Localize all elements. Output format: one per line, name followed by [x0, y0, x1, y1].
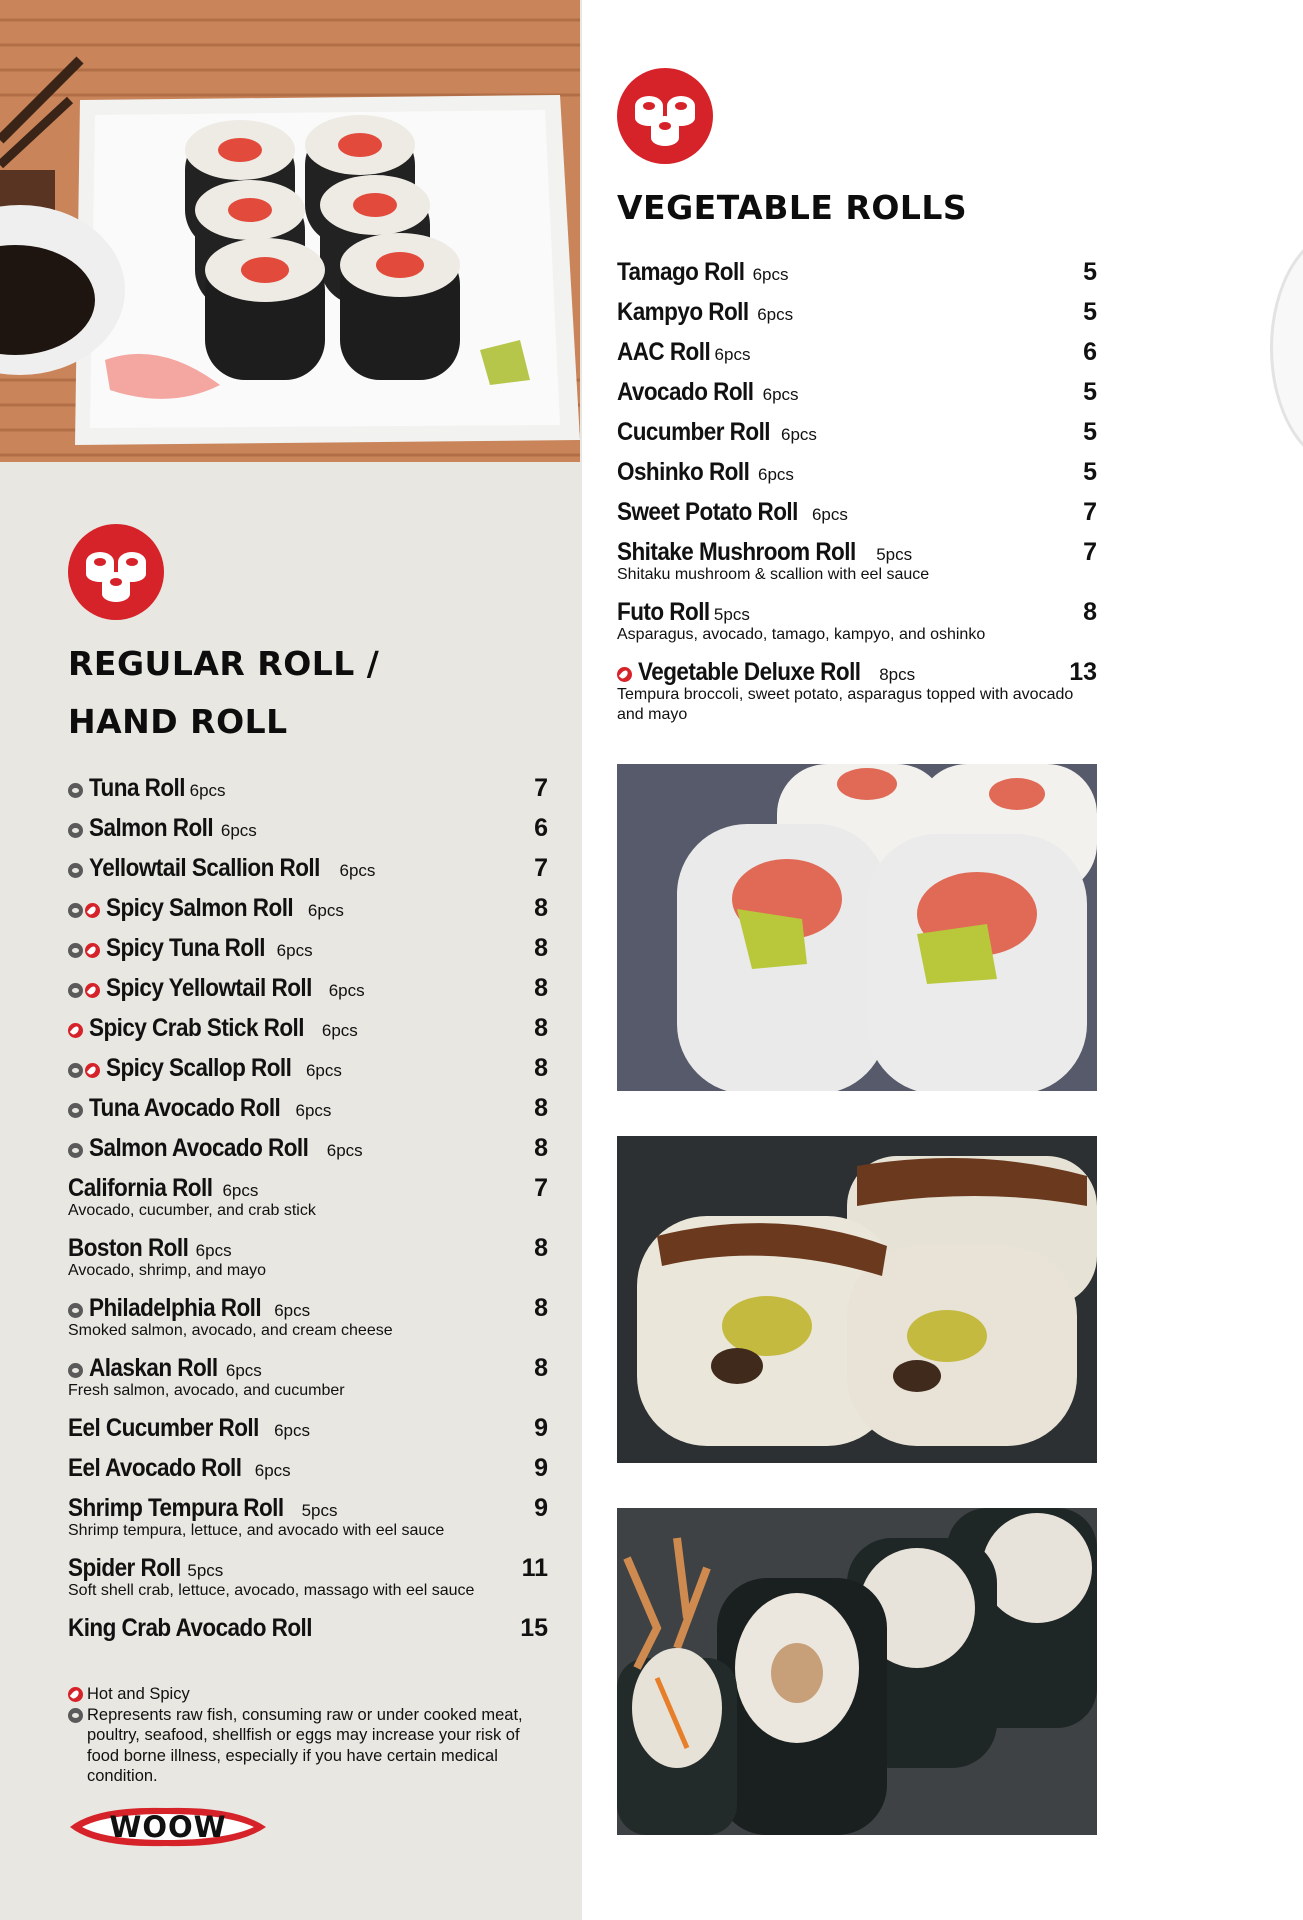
menu-item-description: Soft shell crab, lettuce, avocado, massago with eel sauce [68, 1582, 475, 1599]
menu-item-sweet-potato-roll [617, 498, 1097, 527]
menu-item-name: Tuna Roll [89, 774, 185, 802]
menu-item-price: 8 [534, 1014, 548, 1042]
menu-item-name: Alaskan Roll [89, 1354, 218, 1382]
menu-item-name: Boston Roll [68, 1234, 189, 1262]
menu-item-count: 6pcs [752, 265, 789, 284]
menu-item-description: Fresh salmon, avocado, and cucumber [68, 1382, 345, 1399]
menu-item-line [68, 1134, 548, 1163]
menu-item-title [68, 814, 257, 843]
menu-item-line [68, 1554, 548, 1583]
menu-item-name: Salmon Roll [89, 814, 214, 842]
menu-item-name: Spider Roll [68, 1554, 181, 1582]
menu-item-title [617, 418, 817, 447]
legend-spicy [68, 1684, 528, 1705]
tuna-maki-photo [0, 0, 580, 462]
menu-item-count: 6pcs [326, 1141, 363, 1160]
menu-item-title [68, 1234, 232, 1263]
menu-item-name: Shitake Mushroom Roll [617, 538, 856, 566]
menu-item-line [68, 814, 548, 843]
menu-item-price: 5 [1083, 258, 1097, 286]
menu-item-line [617, 538, 1097, 567]
menu-item-name: Oshinko Roll [617, 458, 750, 486]
menu-item-philadelphia-roll [68, 1294, 548, 1341]
menu-item-line [68, 974, 548, 1003]
menu-item-price: 15 [520, 1614, 548, 1642]
svg-text:WOOW: WOOW [109, 1810, 227, 1844]
menu-item-count: 6pcs [195, 1241, 232, 1260]
eel-avocado-roll-photo [617, 1136, 1097, 1463]
menu-item-title [617, 598, 750, 627]
menu-item-title [68, 1414, 310, 1443]
menu-item-name: Yellowtail Scallion Roll [89, 854, 320, 882]
menu-item-line [617, 498, 1097, 527]
menu-item-description: Avocado, cucumber, and crab stick [68, 1202, 316, 1219]
menu-item-spicy-yellowtail-roll [68, 974, 548, 1003]
raw-fish-icon [68, 903, 83, 918]
menu-item-count: 6pcs [254, 1461, 291, 1480]
menu-item-count: 5pcs [301, 1501, 338, 1520]
raw-fish-icon [68, 983, 83, 998]
menu-item-badges [617, 667, 634, 682]
raw-fish-icon [68, 783, 83, 798]
raw-fish-icon [68, 1143, 83, 1158]
menu-item-price: 7 [1083, 538, 1097, 566]
sushi-rolls-icon [68, 524, 164, 620]
menu-item-description: Shrimp tempura, lettuce, and avocado with eel sauce [68, 1522, 445, 1539]
menu-item-salmon-avocado-roll [68, 1134, 548, 1163]
menu-item-spicy-crab-stick-roll [68, 1014, 548, 1043]
hot-spicy-icon [85, 943, 100, 958]
menu-item-futo-roll [617, 598, 1097, 645]
menu-item-price: 13 [1069, 658, 1097, 686]
hot-spicy-icon [68, 1023, 83, 1038]
menu-item-title [68, 894, 344, 923]
menu-item-name: Philadelphia Roll [89, 1294, 262, 1322]
legend-raw-text: Represents raw fish, consuming raw or under cooked meat, poultry, seafood, shellfish or eggs may increase your risk of food borne illness, especially if you have certain medical condition. [87, 1705, 523, 1785]
menu-item-line [68, 934, 548, 963]
menu-item-spider-roll [68, 1554, 548, 1601]
vegetable-roll-menu [617, 258, 1097, 738]
menu-item-count: 6pcs [274, 1301, 311, 1320]
menu-item-boston-roll [68, 1234, 548, 1281]
menu-item-count: 6pcs [222, 1181, 259, 1200]
menu-item-line [617, 298, 1097, 327]
menu-item-price: 8 [1083, 598, 1097, 626]
menu-item-salmon-roll [68, 814, 548, 843]
menu-item-title [68, 1494, 337, 1523]
menu-item-vegetable-deluxe-roll [617, 658, 1097, 725]
menu-item-name: Futo Roll [617, 598, 710, 626]
raw-fish-icon [68, 1303, 83, 1318]
menu-item-price: 8 [534, 1094, 548, 1122]
menu-item-price: 5 [1083, 378, 1097, 406]
menu-item-count: 5pcs [713, 605, 750, 624]
menu-item-name: Spicy Tuna Roll [106, 934, 266, 962]
raw-fish-icon [68, 1103, 83, 1118]
menu-item-price: 5 [1083, 418, 1097, 446]
raw-fish-icon [68, 1363, 83, 1378]
menu-item-name: Vegetable Deluxe Roll [638, 658, 861, 686]
menu-item-name: Spicy Salmon Roll [106, 894, 294, 922]
menu-item-count: 6pcs [307, 901, 344, 920]
menu-item-name: Spicy Crab Stick Roll [89, 1014, 304, 1042]
menu-item-line [68, 1014, 548, 1043]
menu-item-price: 7 [534, 854, 548, 882]
menu-item-line [68, 1174, 548, 1203]
section-title-hand-roll: HAND ROLL [68, 702, 288, 741]
hot-spicy-icon [85, 903, 100, 918]
menu-item-count: 6pcs [328, 981, 365, 1000]
menu-item-line [617, 418, 1097, 447]
menu-item-badges [68, 783, 85, 798]
menu-item-name: Shrimp Tempura Roll [68, 1494, 284, 1522]
menu-item-title [617, 458, 794, 487]
menu-item-title [68, 1134, 363, 1163]
menu-item-eel-cucumber-roll [68, 1414, 548, 1443]
menu-item-name: Salmon Avocado Roll [89, 1134, 309, 1162]
menu-item-count: 6pcs [757, 465, 794, 484]
menu-item-title [68, 1014, 358, 1043]
menu-item-price: 8 [534, 974, 548, 1002]
menu-item-title [617, 538, 912, 567]
menu-item-title [68, 1094, 331, 1123]
section-title-regular-roll: REGULAR ROLL / [68, 644, 380, 683]
menu-item-price: 8 [534, 1054, 548, 1082]
menu-item-line [617, 258, 1097, 287]
menu-item-badges [68, 863, 85, 878]
menu-item-name: Avocado Roll [617, 378, 754, 406]
menu-item-title [68, 1554, 223, 1583]
menu-item-line [68, 894, 548, 923]
menu-item-tamago-roll [617, 258, 1097, 287]
menu-item-line [68, 774, 548, 803]
menu-item-name: Eel Cucumber Roll [68, 1414, 259, 1442]
menu-item-line [617, 658, 1097, 687]
menu-item-price: 6 [534, 814, 548, 842]
menu-item-price: 6 [1083, 338, 1097, 366]
menu-item-title [617, 338, 750, 367]
menu-item-kampyo-roll [617, 298, 1097, 327]
menu-item-line [617, 378, 1097, 407]
menu-item-name: AAC Roll [617, 338, 711, 366]
menu-item-name: Sweet Potato Roll [617, 498, 798, 526]
menu-item-line [68, 1454, 548, 1483]
menu-item-count: 6pcs [225, 1361, 262, 1380]
menu-item-badges [68, 1063, 102, 1078]
menu-item-name: Kampyo Roll [617, 298, 749, 326]
menu-item-title [68, 1174, 258, 1203]
menu-item-badges [68, 1103, 85, 1118]
hot-spicy-icon [85, 983, 100, 998]
menu-item-tuna-avocado-roll [68, 1094, 548, 1123]
legend-spicy-text: Hot and Spicy [87, 1685, 190, 1703]
menu-item-name: Spicy Yellowtail Roll [106, 974, 312, 1002]
menu-item-name: California Roll [68, 1174, 213, 1202]
menu-item-line [68, 1234, 548, 1263]
menu-item-title [68, 1294, 310, 1323]
menu-item-price: 8 [534, 1354, 548, 1382]
menu-item-title [617, 658, 915, 687]
salmon-avocado-roll-photo [617, 764, 1097, 1091]
menu-item-title [68, 1354, 262, 1383]
hot-spicy-icon [85, 1063, 100, 1078]
menu-item-description: Avocado, shrimp, and mayo [68, 1262, 267, 1279]
menu-item-line [68, 1094, 548, 1123]
menu-item-price: 8 [534, 1234, 548, 1262]
menu-item-line [68, 854, 548, 883]
menu-item-title [68, 774, 226, 803]
menu-item-king-crab-avocado-roll [68, 1614, 548, 1643]
menu-item-count: 6pcs [305, 1061, 342, 1080]
menu-item-description: Tempura broccoli, sweet potato, asparagus topped with avocado and mayo [617, 686, 1074, 723]
menu-item-title [617, 258, 788, 287]
menu-item-price: 11 [521, 1554, 548, 1582]
menu-item-count: 5pcs [876, 545, 913, 564]
menu-item-count: 8pcs [879, 665, 916, 684]
menu-item-line [68, 1294, 548, 1323]
legend-raw [68, 1705, 528, 1787]
menu-item-title [68, 974, 365, 1003]
menu-item-price: 7 [534, 1174, 548, 1202]
menu-item-title [68, 1614, 339, 1643]
menu-item-name: Eel Avocado Roll [68, 1454, 242, 1482]
menu-item-price: 9 [534, 1454, 548, 1482]
menu-item-line [68, 1354, 548, 1383]
menu-item-spicy-tuna-roll [68, 934, 548, 963]
menu-item-title [617, 378, 799, 407]
menu-item-name: Cucumber Roll [617, 418, 770, 446]
menu-item-title [617, 298, 793, 327]
section-title-vegetable-rolls: VEGETABLE ROLLS [617, 188, 968, 227]
menu-item-title [617, 498, 848, 527]
sushi-rolls-icon [617, 68, 713, 164]
raw-fish-icon [68, 863, 83, 878]
menu-item-name: Tamago Roll [617, 258, 745, 286]
menu-item-count: 5pcs [187, 1561, 224, 1580]
menu-item-cucumber-roll [617, 418, 1097, 447]
menu-item-badges [68, 1023, 85, 1038]
raw-fish-icon [68, 943, 83, 958]
menu-item-badges [68, 943, 102, 958]
menu-item-description: Shitaku mushroom & scallion with eel sauce [617, 566, 930, 583]
menu-item-line [68, 1494, 548, 1523]
plate-edge-decoration [1270, 230, 1303, 466]
regular-roll-menu [68, 774, 548, 1654]
menu-item-price: 8 [534, 1294, 548, 1322]
menu-item-aac-roll [617, 338, 1097, 367]
menu-item-badges [68, 823, 85, 838]
menu-item-price: 5 [1083, 298, 1097, 326]
menu-item-alaskan-roll [68, 1354, 548, 1401]
raw-fish-icon [68, 1708, 83, 1723]
menu-item-name: Spicy Scallop Roll [106, 1054, 292, 1082]
menu-item-count: 6pcs [811, 505, 848, 524]
raw-fish-icon [68, 823, 83, 838]
menu-item-price: 5 [1083, 458, 1097, 486]
menu-item-count: 6pcs [276, 941, 313, 960]
menu-item-count: 6pcs [321, 1021, 358, 1040]
menu-item-description: Smoked salmon, avocado, and cream cheese [68, 1322, 393, 1339]
menu-item-line [68, 1054, 548, 1083]
menu-item-line [617, 458, 1097, 487]
menu-item-line [68, 1414, 548, 1443]
menu-item-badges [68, 1303, 85, 1318]
menu-item-price: 7 [534, 774, 548, 802]
menu-item-name: Tuna Avocado Roll [89, 1094, 281, 1122]
menu-item-shrimp-tempura-roll [68, 1494, 548, 1541]
menu-item-title [68, 934, 313, 963]
menu-item-avocado-roll [617, 378, 1097, 407]
menu-item-line [68, 1614, 548, 1643]
menu-item-title [68, 1454, 291, 1483]
spider-roll-photo [617, 1508, 1097, 1835]
menu-item-price: 7 [1083, 498, 1097, 526]
menu-item-title [68, 1054, 342, 1083]
menu-item-price: 8 [534, 934, 548, 962]
hot-spicy-icon [617, 667, 632, 682]
menu-item-name: King Crab Avocado Roll [68, 1614, 312, 1642]
menu-item-count: 6pcs [781, 425, 817, 444]
menu-item-line [617, 338, 1097, 367]
menu-item-title [68, 854, 375, 883]
menu-item-badges [68, 983, 102, 998]
menu-item-badges [68, 1363, 85, 1378]
menu-item-count: 6pcs [274, 1421, 310, 1440]
menu-item-yellowtail-scallion-roll [68, 854, 548, 883]
menu-item-badges [68, 903, 102, 918]
menu-item-badges [68, 1143, 85, 1158]
menu-item-line [617, 598, 1097, 627]
menu-item-shitake-mushroom-roll [617, 538, 1097, 585]
menu-item-eel-avocado-roll [68, 1454, 548, 1483]
menu-item-count: 6pcs [757, 305, 794, 324]
menu-item-price: 8 [534, 894, 548, 922]
hot-spicy-icon [68, 1687, 83, 1702]
menu-legend [68, 1684, 528, 1787]
menu-item-count: 6pcs [339, 861, 376, 880]
menu-item-count: 6pcs [220, 821, 257, 840]
menu-item-price: 9 [534, 1494, 548, 1522]
menu-item-count: 6pcs [189, 781, 226, 800]
menu-item-oshinko-roll [617, 458, 1097, 487]
menu-item-spicy-scallop-roll [68, 1054, 548, 1083]
menu-item-price: 9 [534, 1414, 548, 1442]
raw-fish-icon [68, 1063, 83, 1078]
menu-item-count: 6pcs [762, 385, 799, 404]
menu-item-tuna-roll [68, 774, 548, 803]
menu-item-spicy-salmon-roll [68, 894, 548, 923]
woow-logo [66, 1804, 270, 1850]
menu-item-count: 6pcs [295, 1101, 332, 1120]
menu-item-count: 6pcs [714, 345, 751, 364]
menu-item-california-roll [68, 1174, 548, 1221]
menu-item-description: Asparagus, avocado, tamago, kampyo, and oshinko [617, 626, 986, 643]
menu-item-price: 8 [534, 1134, 548, 1162]
